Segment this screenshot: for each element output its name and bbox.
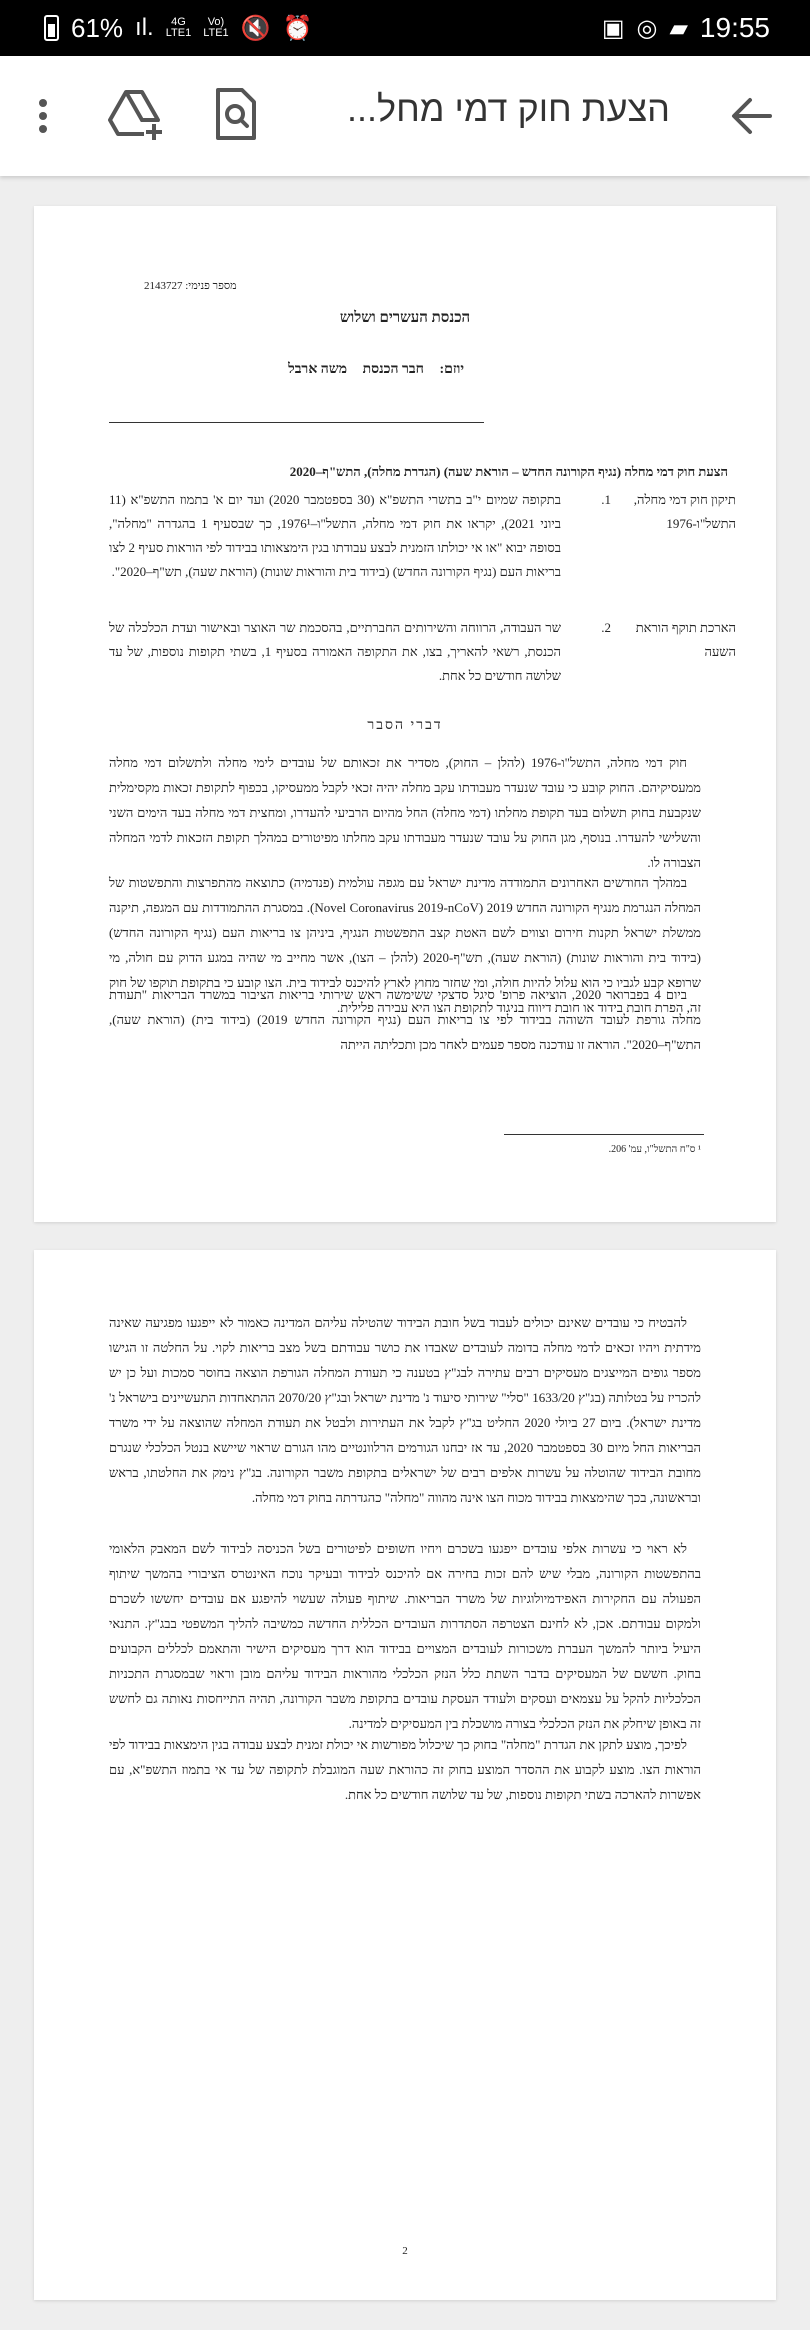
initiator-name: משה ארבל (288, 362, 348, 377)
section-2-text: שר העבודה, הרווחה והשירותים החברתיים, בהסכמת שר האוצר ובאישור ועדת הכלכלה של הכנסת, רשאי להאריך, בצו, את התקופה האמורה בסעיף 1, בשתי תקופות נוספות, של עד שלושה חודשים כל אחת. (109, 620, 561, 683)
footnote: ¹ ס"ח התשל"ו, עמ' 206. (608, 1144, 701, 1155)
back-arrow-icon[interactable] (730, 94, 774, 138)
explanation-heading: דברי הסבר (367, 718, 443, 733)
internal-number: מספר פנימי: 2143727 (144, 280, 237, 292)
status-bar (0, 0, 810, 56)
message-icon: ▰ (669, 14, 688, 42)
knesset-heading: הכנסת העשרים ושלוש (339, 310, 471, 326)
section-2 (109, 616, 736, 688)
explanation-paragraph-1: חוק דמי מחלה, התשל"ו-1976 (להלן – החוק), מסדיר את זכאותם של עובדים לימי מחלה ולתשלום דמי מחלה ממעסיקיהם. החוק קובע כי עובד שנעדר מעבודתו עקב מחלה יהיה זכאי לקבל ממעסיקו, בכפוף לתקופת זכאות מקסימלית שנקבעת בחוק תשלום בעד תקופת מחלתו (דמי מחלה) החל מהיום הרביעי להעדרו, ומחצית דמי מחלה בעד הימים השני והשלישי להעדרו. בנוסף, מגן החוק על עובד שנעדר מעבודתו עקב מחלתו מפיטורים במהלך תקופת הזכאות לדמי המחלה הצבורה לו. (109, 755, 701, 870)
network-type: 4G LTE1 (165, 16, 192, 39)
explanation-paragraph-3: ביום 4 בפברואר 2020, הוציאה פרופ' סיגל סדצקי ששימשה ראש שירותי בריאות הציבור במשרד הבריאות "תעודת מחלה גורפת לעובד השוהה בבידוד לפי צו בריאות העם (נגיף הקורונה החדש 2019) (בידוד בית) (הוראת שעה), התש"ף–2020". הוראה זו עודכנה מספר פעמים לאחר מכן ותכליתה הייתה (109, 987, 701, 1052)
status-right (602, 12, 770, 44)
signal-icon: ıl. (135, 14, 154, 41)
initiator-role: חבר הכנסת (362, 362, 424, 377)
page2-paragraph-2: לא ראוי כי עשרות אלפי עובדים ייפגעו בשכרם ויחיו חשופים לפיטורים בשל הכניסה לבידוד לשם המאבק הלאומי בהתפשטות הקורונה, מבלי שיש להם זכות בחירה אם להיכנס לבידוד ובעיקר נוכח האינטרס הציבורי בהמשך שיתוף הפעולה עם החקירות האפידמיולוגיות של משרד הבריאות. שיתוף פעולה שעשוי להיפגע אם עובדים יחששו לשכרם ולמקום עבודתם. אכן, לא לחינם הצטרפה הסתדרות העובדים הכללית החדשה כמשיבה להליך המשפטי בבג"ץ. התנאי היעיל ביותר להמשך העברת משכורות לעובדים המצויים בבידוד הוא דרך מעסיקים הישיר והתאמם לכללים הקבועים בחוק. חששם של המעסיקים בדבר השתת כלל הנזק הכלכלי מהוראות הבידוד עליהם מובן וראוי שבמסגרת התכניות הכלכליות להקל על עצמאים ועסקים ולעודד העסקת עובדים בתקופת משבר הקורונה, תהיה התייחסות נאותה גם לחשש זה באופן שיחלק את הנזק הכלכלי בצורה מושכלת בין המעסיקים למדינה. (109, 1541, 701, 1731)
section-2-number: 2. (601, 620, 611, 635)
section-1-number: 1. (601, 492, 611, 507)
battery-icon (44, 15, 59, 41)
section-1-margin-note: תיקון חוק דמי מחלה, התשל"ו-1976 (633, 492, 736, 531)
initiator-line (164, 362, 464, 378)
gallery-icon: ▣ (601, 14, 625, 42)
status-left (44, 13, 312, 44)
alarm-icon: ⏰ (282, 14, 313, 42)
document-page-2[interactable] (34, 1250, 776, 2300)
initiator-label: יוזם: (439, 362, 464, 377)
mute-icon: 🔇 (240, 14, 271, 42)
document-page-1[interactable] (34, 206, 776, 1222)
divider (109, 422, 484, 423)
section-2-margin-note: הארכת תוקף הוראת השעה (635, 620, 736, 659)
whatsapp-icon: ◎ (636, 14, 658, 42)
page2-paragraph-3: לפיכך, מוצע לתקן את הגדרת "מחלה" בחוק כך שיכלול מפורשות אי יכולת זמנית לבצע עבודה בגין הימצאות בבידוד לפי הוראות הצו. מוצע לקבוע את ההסדר המוצע בחוק זה כהוראת שעה המוגבלת לתקופה של עד אי בתמוז התשפ"א, עם אפשרות להארכה בשתי תקופות נוספות, של עד שלושה חודשים כל אחת. (109, 1737, 701, 1802)
section-1-text: בתקופה שמיום י"ב בתשרי התשפ"א (30 בספטמבר 2020) ועד יום א' בתמוז התשפ"א (11 ביוני 2021), יקראו את חוק דמי מחלה, התשל"ו–1976¹, כך שבסעיף 1 בהגדרה "מחלה", בסופה יבוא "או אי יכולתו הזמנית לבצע עבודתו בגין הימצאותו בבידוד לפי הוראות סעיף 2 לצו בריאות העם (נגיף הקורונה החדש) (בידוד בית והוראות שונות) (הוראת שעה), תש"ף–2020". (109, 492, 562, 579)
page-number: 2 (402, 2245, 408, 2257)
app-bar (0, 56, 810, 176)
add-to-drive-icon[interactable] (108, 86, 164, 142)
clock: 19:55 (699, 12, 770, 43)
battery-percentage: 61% (71, 12, 124, 43)
more-options-icon[interactable] (36, 96, 50, 136)
footnote-divider (504, 1134, 704, 1135)
explanation-paragraph-2: במהלך החודשים האחרונים התמודדה מדינת ישראל עם מגפה עולמית (פנדמיה) כתוצאה מהתפרצות והתפשטות של המחלה הנגרמת מנגיף הקורונה החדש 2019 (Novel Coronavirus 2019-nCoV). במסגרת ההתמודדות עם המגפה, תיקנה ממשלת ישראל תקנות חירום וצווים לשם האטת קצב התפשטות הנגיף, ביניהן צו בריאות העם (נגיף הקורונה החדש) (בידוד בית והוראות שונות) (הוראת שעה), תש"ף-2020 (להלן – הצו), אשר מחייב מי שהיה במגע הדוק עם חולה, מי שרופא קבע לגביו כי הוא עלול להיות חולה, ומי שחזר מחוץ לארץ להיכנס לבידוד בית. הצו קובע כי בתקופת תוקפו של חוק זה, הפרת חובת בידוד או חובת דיווח בניגוד לתקופת הצו היא עבירה פלילית. (109, 875, 701, 1015)
volte-indicator: Vo) LTE1 (203, 16, 229, 39)
document-title: הצעת חוק דמי מחל... (346, 88, 670, 129)
section-1 (109, 488, 736, 584)
file-preview-icon[interactable] (214, 86, 258, 142)
page2-paragraph-1: להבטיח כי עובדים שאינם יכולים לעבוד בשל חובת הבידוד שהטילה עליהם המדינה כאמור לא ייפגעו מפגיעה שאינה מידתית ויהיו זכאים לדמי מחלה בדומה לעובדים שאבדו את כושר עבודתם בשל מצב בריאות לקוי. על החלטה זו הגישו מספר גופים המייצגים מעסיקים רבים עתירה לבג"ץ בטענה כי תעודת המחלה הגורפת הוצאה בחוסר סמכות ועל כן יש להכריז על בטלותה (בג"ץ 1633/20 "סלי" שירותי סיעוד נ' מדינת ישראל ובג"ץ 2070/20 ההתאחדות התעשיינים בישראל נ' מדינת ישראל). ביום 27 ביולי 2020 החליט בג"ץ לקבל את העתירות ולבטל את תעודת המחלה שהוצאה על ידי משרד הבריאות החל מיום 30 בספטמבר 2020, עד אז יבחנו הגורמים הרלוונטיים מהו הגורם שראוי שיישא בנטל הכלכלי שנגרם מחובת הבידוד שהוטלה על עשרות אלפים רבים של ישראלים בתקופת משבר הקורונה. בג"ץ נימק את החלטתו, בראש ובראשונה, בכך שהימצאות בבידוד מכוח הצו אינה מהווה "מחלה" כהגדרתה בחוק דמי מחלה. (109, 1315, 702, 1505)
bill-title: הצעת חוק דמי מחלה (נגיף הקורונה החדש – הוראת שעה) (הגדרת מחלה), התש"ף–2020 (289, 464, 728, 479)
